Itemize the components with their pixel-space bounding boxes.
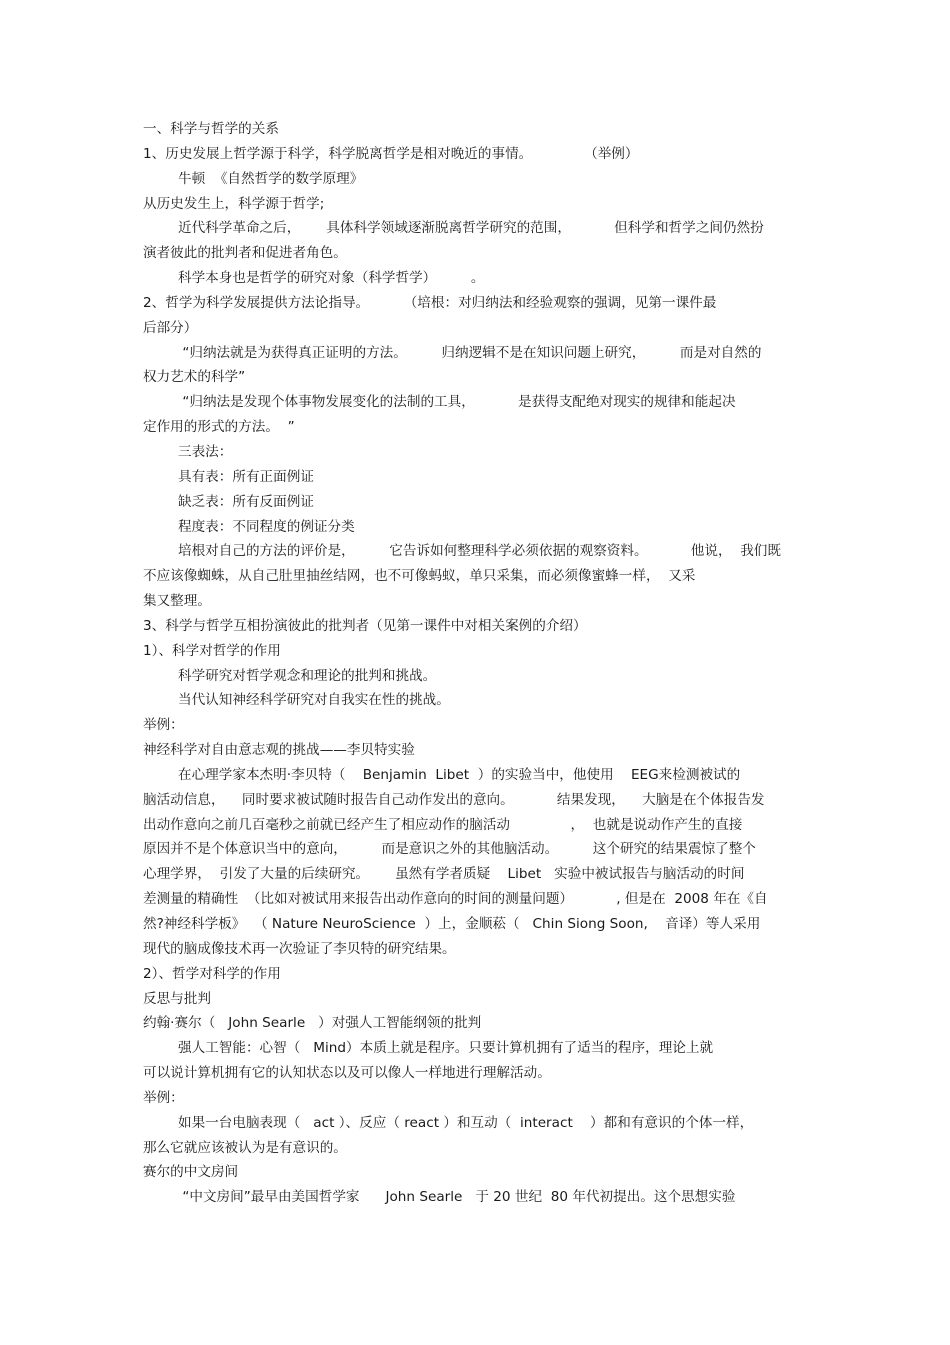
text-line: 强人工智能：心智（ Mind）本质上就是程序。只要计算机拥有了适当的程序，理论上就	[178, 1040, 714, 1057]
text-line: 三表法：	[178, 443, 233, 460]
text-line: 举例：	[143, 717, 184, 734]
text-line: 神经科学对自由意志观的挑战——李贝特实验	[143, 742, 415, 759]
text-line: 具有表：所有正面例证	[178, 468, 314, 485]
text-line: 2、哲学为科学发展提供方法论指导。 （培根：对归纳法和经验观察的强调，见第一课件最	[143, 294, 717, 311]
text-line: 1）、科学对哲学的作用	[143, 642, 281, 659]
document-body	[143, 117, 808, 1210]
text-line: 原因并不是个体意识当中的意向， 而是意识之外的其他脑活动。 这个研究的结果震惊了整个	[143, 841, 756, 858]
text-line: 程度表：不同程度的例证分类	[178, 518, 355, 535]
text-line: 现代的脑成像技术再一次验证了李贝特的研究结果。	[143, 940, 456, 957]
text-line: 然?神经科学板》 （ Nature NeuroScience ）上，金顺菘（ Chin Siong Soon, 音译）等人采用	[143, 916, 761, 932]
text-line: 2）、哲学对科学的作用	[143, 965, 281, 982]
text-line: 如果一台电脑表现（ act ）、反应（ react ）和互动（ interact ）都和有意识的个体一样，	[178, 1114, 754, 1131]
text-line: 出动作意向之前几百毫秒之前就已经产生了相应动作的脑活动 ， 也就是说动作产生的直接	[143, 816, 743, 833]
text-line: 缺乏表：所有反面例证	[178, 493, 314, 510]
text-line: 科学研究对哲学观念和理论的批判和挑战。	[178, 667, 437, 684]
text-line: 反思与批判	[143, 990, 211, 1007]
text-line: 牛顿 《自然哲学的数学原理》	[178, 170, 364, 187]
text-line: 一、科学与哲学的关系	[143, 121, 279, 137]
text-line: 那么它就应该被认为是有意识的。	[143, 1139, 347, 1156]
text-line: 1、历史发展上哲学源于科学，科学脱离哲学是相对晚近的事情。 （举例）	[143, 145, 639, 162]
text-line: 演者彼此的批判者和促进者角色。	[143, 245, 347, 262]
text-line: 约翰·赛尔（ John Searle ）对强人工智能纲领的批判	[143, 1015, 482, 1032]
text-line: 赛尔的中文房间	[143, 1164, 239, 1181]
text-line: 定作用的形式的方法。 ”	[143, 419, 295, 436]
text-line: 当代认知神经科学研究对自我实在性的挑战。	[178, 692, 450, 709]
text-line: “归纳法就是为获得真正证明的方法。 归纳逻辑不是在知识问题上研究， 而是对自然的	[178, 344, 762, 361]
text-line: 3、科学与哲学互相扮演彼此的批判者（见第一课件中对相关案例的介绍）	[143, 617, 587, 634]
text-line: 脑活动信息， 同时要求被试随时报告自己动作发出的意向。 结果发现， 大脑是在个体报告发	[143, 791, 765, 808]
text-line: “中文房间”最早由美国哲学家 John Searle 于 20 世纪 80 年代初提出。这个思想实验	[178, 1189, 736, 1206]
text-line: 心理学界， 引发了大量的后续研究。 虽然有学者质疑 Libet 实验中被试报告与脑活动的时间	[143, 866, 745, 883]
text-line: 从历史发生上，科学源于哲学;	[143, 195, 325, 212]
text-line: 后部分）	[143, 319, 198, 336]
text-line: 不应该像蜘蛛，从自己肚里抽丝结网，也不可像蚂蚁，单只采集，而必须像蜜蜂一样， 又采	[143, 568, 696, 585]
text-line: 在心理学家本杰明·李贝特（ Benjamin Libet ）的实验当中，他使用 EEG来检测被试的	[178, 766, 741, 783]
text-line: “归纳法是发现个体事物发展变化的法制的工具， 是获得支配绝对现实的规律和能起决	[178, 394, 736, 411]
text-line: 近代科学革命之后， 具体科学领域逐渐脱离哲学研究的范围， 但科学和哲学之间仍然扮	[178, 220, 764, 237]
text-line: 差测量的精确性 （比如对被试用来报告出动作意向的时间的测量问题） , 但是在 2008 年在《自	[143, 891, 768, 908]
text-line: 举例：	[143, 1089, 184, 1106]
text-line: 培根对自己的方法的评价是， 它告诉如何整理科学必须依据的观察资料。 他说， 我们既	[178, 543, 781, 560]
text-line: 科学本身也是哲学的研究对象（科学哲学） 。	[178, 270, 485, 287]
text-line: 可以说计算机拥有它的认知状态以及可以像人一样地进行理解活动。	[143, 1065, 551, 1082]
text-line: 权力艺术的科学”	[143, 369, 246, 386]
text-line: 集又整理。	[143, 593, 211, 610]
